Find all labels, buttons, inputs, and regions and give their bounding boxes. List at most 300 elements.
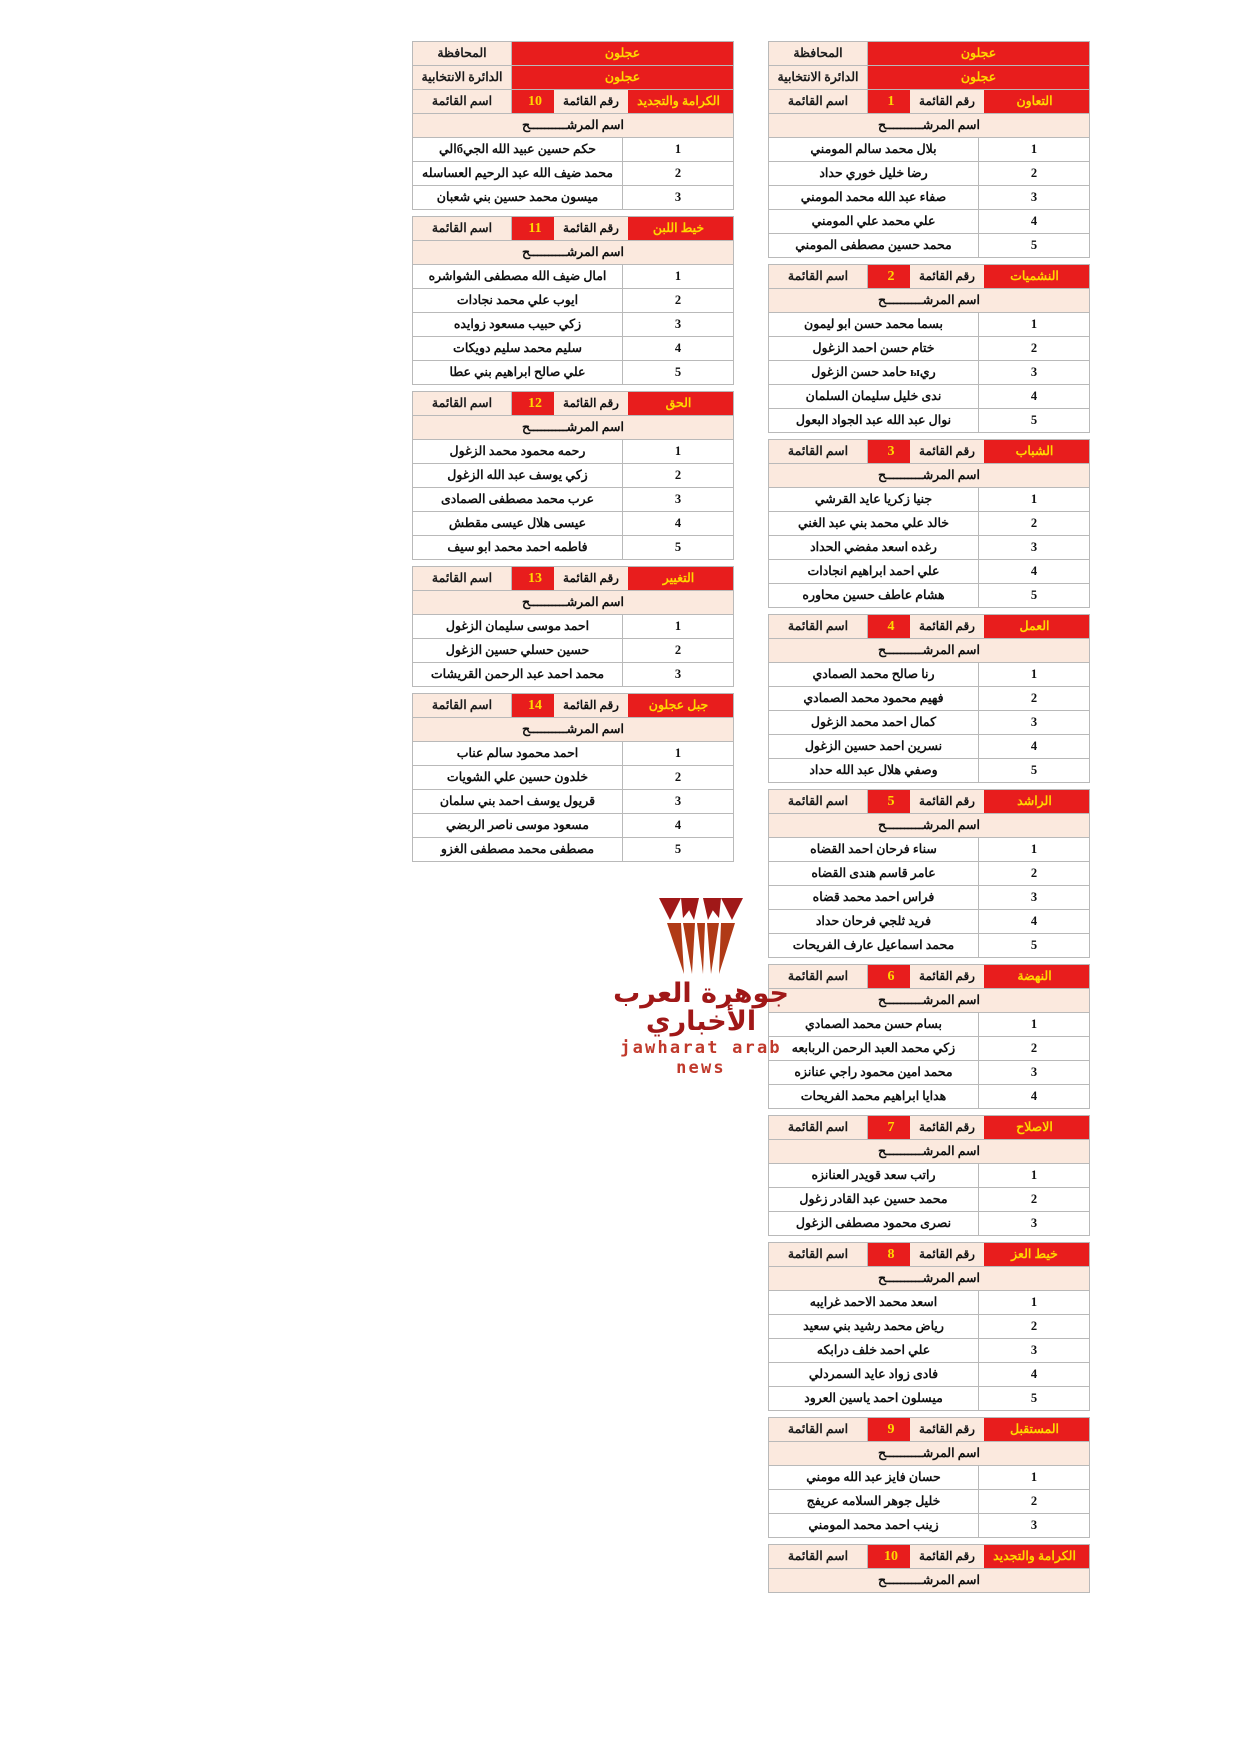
candidate-name: اسعد محمد الاحمد غرايبه (769, 1291, 979, 1315)
candidate-index: 4 (979, 210, 1090, 234)
candidate-name: علي محمد علي المومني (769, 210, 979, 234)
candidate-name: نوال عبد الله عبد الجواد البعول (769, 409, 979, 433)
table-row (769, 409, 1090, 433)
list-table (768, 41, 1090, 258)
list-name-row (769, 265, 1090, 289)
site-logo (596, 880, 806, 1078)
candidate-name: علي صالح ابراهيم بني عطا (413, 361, 623, 385)
candidate-index: 3 (979, 186, 1090, 210)
candidate-index: 3 (623, 790, 734, 814)
candidate-name: مصطفى محمد مصطفى الغزو (413, 838, 623, 862)
candidate-name: محمد اسماعيل عارف الفريحات (769, 934, 979, 958)
candidate-index: 2 (979, 1188, 1090, 1212)
table-row (769, 759, 1090, 783)
table-row (413, 814, 734, 838)
table-row (413, 265, 734, 289)
candidate-header-row (413, 114, 734, 138)
candidate-index: 2 (979, 162, 1090, 186)
list-identity-cell (512, 567, 734, 591)
candidate-name: عامر قاسم هندى القضاه (769, 862, 979, 886)
candidate-name: فريد ثلجي فرحان حداد (769, 910, 979, 934)
list-number-value: 12 (516, 392, 554, 415)
candidate-name-header: اسم المرشــــــــــح (413, 718, 734, 742)
list-name-row (769, 965, 1090, 989)
candidate-index: 3 (979, 1212, 1090, 1236)
table-row (769, 186, 1090, 210)
candidate-header-row (413, 241, 734, 265)
candidate-index: 3 (979, 361, 1090, 385)
table-row (769, 313, 1090, 337)
table-row (413, 361, 734, 385)
candidate-index: 5 (979, 934, 1090, 958)
candidate-index: 3 (979, 1514, 1090, 1538)
candidate-name: محمد حسين مصطفى المومني (769, 234, 979, 258)
list-name-label: اسم القائمة (769, 90, 868, 114)
candidate-name-header: اسم المرشــــــــــح (769, 464, 1090, 488)
candidate-name: محمد ضيف الله عبد الرحيم العساسله (413, 162, 623, 186)
district-label: الدائرة الانتخابية (769, 66, 868, 90)
table-row (413, 337, 734, 361)
candidate-header-row (769, 464, 1090, 488)
candidate-name: صفاء عبد الله محمد المومني (769, 186, 979, 210)
list-table (768, 789, 1090, 958)
table-row (413, 536, 734, 560)
candidate-index: 1 (979, 1466, 1090, 1490)
candidate-index: 3 (979, 711, 1090, 735)
candidate-name: رياض محمد رشيد بني سعيد (769, 1315, 979, 1339)
table-row (413, 289, 734, 313)
candidate-header-row (769, 1140, 1090, 1164)
governorate-value: عجلون (512, 42, 734, 66)
list-table (768, 614, 1090, 783)
list-number-value: 7 (872, 1116, 910, 1139)
list-name-value: الكرامة والتجديد (628, 90, 729, 113)
table-row (413, 742, 734, 766)
list-name-value: التعاون (984, 90, 1085, 113)
table-row (413, 313, 734, 337)
candidate-index: 4 (979, 1363, 1090, 1387)
candidate-name: قريول يوسف احمد بني سلمان (413, 790, 623, 814)
list-identity-cell (868, 1243, 1090, 1267)
candidate-index: 1 (979, 1013, 1090, 1037)
table-row (769, 1339, 1090, 1363)
governorate-row (413, 42, 734, 66)
candidate-name-header: اسم المرشــــــــــح (413, 591, 734, 615)
list-number-value: 4 (872, 615, 910, 638)
governorate-label: المحافظة (769, 42, 868, 66)
list-name-value: التغيير (628, 567, 729, 590)
candidate-index: 3 (979, 1339, 1090, 1363)
list-name-row (769, 1116, 1090, 1140)
candidate-name-header: اسم المرشــــــــــح (769, 639, 1090, 663)
candidate-index: 5 (979, 234, 1090, 258)
candidate-index: 2 (623, 289, 734, 313)
table-row (769, 536, 1090, 560)
candidate-index: 2 (979, 862, 1090, 886)
candidate-index: 1 (623, 742, 734, 766)
table-row (413, 512, 734, 536)
list-number-value: 9 (872, 1418, 910, 1441)
candidate-index: 1 (979, 488, 1090, 512)
candidate-index: 5 (979, 1387, 1090, 1411)
list-number-value: 10 (516, 90, 554, 113)
table-row (769, 361, 1090, 385)
candidate-index: 2 (623, 639, 734, 663)
candidate-name: خليل جوهر السلامه عريفج (769, 1490, 979, 1514)
list-number-value: 1 (872, 90, 910, 113)
list-number-label: رقم القائمة (910, 440, 984, 463)
list-table (768, 1242, 1090, 1411)
list-table (412, 391, 734, 560)
list-name-value: خيط اللبن (628, 217, 729, 240)
candidate-name: محمد امين محمود راجي عنانزه (769, 1061, 979, 1085)
list-name-label: اسم القائمة (769, 965, 868, 989)
list-identity-cell (868, 90, 1090, 114)
list-number-value: 10 (872, 1545, 910, 1568)
candidate-name: جنيا زكريا عايد القرشي (769, 488, 979, 512)
list-name-row (769, 90, 1090, 114)
table-row (769, 1490, 1090, 1514)
candidate-name-header: اسم المرشــــــــــح (769, 1267, 1090, 1291)
list-identity-cell (512, 90, 734, 114)
candidate-index: 4 (979, 560, 1090, 584)
table-row (769, 210, 1090, 234)
candidate-index: 5 (623, 361, 734, 385)
candidate-name: ختام حسن احمد الزغول (769, 337, 979, 361)
candidate-index: 1 (623, 615, 734, 639)
candidate-index: 4 (623, 512, 734, 536)
candidate-name: رغده اسعد مفضي الحداد (769, 536, 979, 560)
table-row (769, 1061, 1090, 1085)
candidate-name-header: اسم المرشــــــــــح (413, 114, 734, 138)
list-number-label: رقم القائمة (910, 90, 984, 113)
candidate-name: هدايا ابراهيم محمد الفريحات (769, 1085, 979, 1109)
list-number-value: 14 (516, 694, 554, 717)
candidate-name: ميسلون احمد ياسين العرود (769, 1387, 979, 1411)
list-number-label: رقم القائمة (910, 1418, 984, 1441)
table-row (769, 234, 1090, 258)
candidate-index: 1 (979, 1164, 1090, 1188)
district-row (413, 66, 734, 90)
table-row (413, 138, 734, 162)
list-number-value: 8 (872, 1243, 910, 1266)
list-identity-cell (868, 615, 1090, 639)
candidate-name: احمد موسى سليمان الزغول (413, 615, 623, 639)
list-number-label: رقم القائمة (554, 90, 628, 113)
table-row (769, 1466, 1090, 1490)
list-name-value: الشباب (984, 440, 1085, 463)
table-row (413, 663, 734, 687)
candidate-index: 2 (623, 162, 734, 186)
table-row (769, 385, 1090, 409)
candidate-header-row (769, 114, 1090, 138)
candidate-index: 2 (979, 1315, 1090, 1339)
governorate-label: المحافظة (413, 42, 512, 66)
list-name-row (769, 615, 1090, 639)
candidate-name: عرب محمد مصطفى الصمادى (413, 488, 623, 512)
candidate-index: 1 (979, 138, 1090, 162)
candidate-header-row (413, 591, 734, 615)
candidate-index: 4 (623, 814, 734, 838)
candidate-index: 2 (979, 512, 1090, 536)
candidate-index: 4 (979, 910, 1090, 934)
list-table (412, 41, 734, 210)
candidate-index: 4 (979, 1085, 1090, 1109)
list-number-label: رقم القائمة (910, 965, 984, 988)
candidate-index: 3 (979, 1061, 1090, 1085)
table-row (769, 886, 1090, 910)
candidate-index: 5 (623, 838, 734, 862)
candidate-name: رحمه محمود محمد الزغول (413, 440, 623, 464)
table-row (769, 1164, 1090, 1188)
candidate-name: فهيم محمود محمد الصمادي (769, 687, 979, 711)
candidate-name: بسما محمد حسن ابو ليمون (769, 313, 979, 337)
table-row (769, 1013, 1090, 1037)
candidate-index: 1 (979, 1291, 1090, 1315)
candidate-name: فاطمه احمد محمد ابو سيف (413, 536, 623, 560)
candidate-name: وصفي هلال عبد الله حداد (769, 759, 979, 783)
candidate-index: 5 (623, 536, 734, 560)
list-table (768, 264, 1090, 433)
list-name-value: جبل عجلون (628, 694, 729, 717)
list-name-row (413, 694, 734, 718)
list-number-label: رقم القائمة (554, 567, 628, 590)
list-name-value: الراشد (984, 790, 1085, 813)
candidate-index: 1 (979, 838, 1090, 862)
table-row (769, 1188, 1090, 1212)
list-name-value: الاصلاح (984, 1116, 1085, 1139)
list-name-label: اسم القائمة (769, 790, 868, 814)
candidate-name: زينب احمد محمد المومني (769, 1514, 979, 1538)
table-row (769, 1291, 1090, 1315)
list-name-value: المستقبل (984, 1418, 1085, 1441)
list-name-label: اسم القائمة (769, 1243, 868, 1267)
table-row (413, 464, 734, 488)
table-row (413, 790, 734, 814)
list-name-label: اسم القائمة (413, 567, 512, 591)
list-name-value: الحق (628, 392, 729, 415)
list-number-value: 5 (872, 790, 910, 813)
list-identity-cell (868, 440, 1090, 464)
candidate-name: بسام حسن محمد الصمادي (769, 1013, 979, 1037)
table-row (769, 735, 1090, 759)
candidate-index: 2 (623, 766, 734, 790)
candidate-name: ايوب علي محمد نجادات (413, 289, 623, 313)
table-row (769, 162, 1090, 186)
candidate-index: 3 (623, 488, 734, 512)
list-name-value: الكرامة والتجديد (984, 1545, 1085, 1568)
table-row (769, 838, 1090, 862)
governorate-row (769, 42, 1090, 66)
list-table (768, 1115, 1090, 1236)
table-row (769, 1037, 1090, 1061)
candidate-name: خالد علي محمد بني عبد الغني (769, 512, 979, 536)
list-name-value: خيط العز (984, 1243, 1085, 1266)
candidate-index: 2 (623, 464, 734, 488)
table-row (769, 584, 1090, 608)
candidate-index: 1 (623, 440, 734, 464)
candidate-name-header: اسم المرشــــــــــح (769, 989, 1090, 1013)
table-row (413, 162, 734, 186)
candidate-header-row (413, 718, 734, 742)
list-number-label: رقم القائمة (910, 615, 984, 638)
candidate-name-header: اسم المرشــــــــــح (769, 1140, 1090, 1164)
list-name-row (769, 1418, 1090, 1442)
candidate-name: حكم حسين عبيد الله الجيбالي (413, 138, 623, 162)
district-value: عجلون (868, 66, 1090, 90)
candidate-index: 5 (979, 409, 1090, 433)
table-row (769, 862, 1090, 886)
candidate-name: زكي محمد العبد الرحمن الربابعه (769, 1037, 979, 1061)
list-identity-cell (512, 694, 734, 718)
candidate-header-row (413, 416, 734, 440)
candidate-header-row (769, 289, 1090, 313)
candidate-name: سليم محمد سليم دويكات (413, 337, 623, 361)
candidate-name: فراس احمد محمد قضاه (769, 886, 979, 910)
logo-arabic-text: جوهرة العرب الأخباري (613, 978, 789, 1038)
candidate-index: 4 (979, 735, 1090, 759)
list-table (768, 1417, 1090, 1538)
table-row (413, 639, 734, 663)
candidate-name: مسعود موسى ناصر الربضي (413, 814, 623, 838)
list-number-value: 6 (872, 965, 910, 988)
candidate-name: ميسون محمد حسين بني شعبان (413, 186, 623, 210)
candidate-header-row (769, 639, 1090, 663)
candidate-name: ندى خليل سليمان السلمان (769, 385, 979, 409)
right-table-column (768, 41, 1090, 1593)
candidate-name: زكي حبيب مسعود زوايده (413, 313, 623, 337)
candidate-index: 2 (979, 687, 1090, 711)
candidate-index: 2 (979, 337, 1090, 361)
list-identity-cell (868, 790, 1090, 814)
list-number-value: 3 (872, 440, 910, 463)
list-name-label: اسم القائمة (413, 90, 512, 114)
list-name-label: اسم القائمة (769, 615, 868, 639)
district-label: الدائرة الانتخابية (413, 66, 512, 90)
candidate-index: 5 (979, 584, 1090, 608)
candidate-name-header: اسم المرشــــــــــح (769, 814, 1090, 838)
candidate-index: 1 (979, 663, 1090, 687)
list-identity-cell (512, 392, 734, 416)
candidate-name: نصرى محمود مصطفى الزغول (769, 1212, 979, 1236)
list-number-value: 2 (872, 265, 910, 288)
candidate-header-row (769, 1267, 1090, 1291)
candidate-index: 5 (979, 759, 1090, 783)
table-row (769, 687, 1090, 711)
candidate-name: ريы حامد حسن الزغول (769, 361, 979, 385)
list-identity-cell (868, 1116, 1090, 1140)
list-identity-cell (868, 265, 1090, 289)
list-name-row (413, 392, 734, 416)
table-row (769, 1315, 1090, 1339)
candidate-index: 3 (623, 313, 734, 337)
candidate-index: 4 (979, 385, 1090, 409)
candidate-name-header: اسم المرشــــــــــح (413, 416, 734, 440)
table-row (769, 560, 1090, 584)
list-table (768, 1544, 1090, 1593)
list-identity-cell (512, 217, 734, 241)
list-number-label: رقم القائمة (554, 217, 628, 240)
list-number-label: رقم القائمة (554, 392, 628, 415)
candidate-index: 4 (623, 337, 734, 361)
candidate-name: بلال محمد سالم المومني (769, 138, 979, 162)
governorate-value: عجلون (868, 42, 1090, 66)
list-name-value: العمل (984, 615, 1085, 638)
candidate-name: احمد محمود سالم عناب (413, 742, 623, 766)
list-name-label: اسم القائمة (413, 217, 512, 241)
candidate-index: 1 (623, 138, 734, 162)
table-row (769, 1363, 1090, 1387)
list-table (412, 693, 734, 862)
list-name-row (769, 790, 1090, 814)
candidate-index: 3 (979, 886, 1090, 910)
list-table (412, 566, 734, 687)
candidate-index: 2 (979, 1490, 1090, 1514)
table-row (413, 440, 734, 464)
left-table-column (412, 41, 734, 862)
table-row (413, 488, 734, 512)
list-name-label: اسم القائمة (769, 265, 868, 289)
list-number-label: رقم القائمة (910, 1243, 984, 1266)
candidate-name: زكي يوسف عبد الله الزغول (413, 464, 623, 488)
candidate-name: كمال احمد محمد الزغول (769, 711, 979, 735)
candidate-name: علي احمد ابراهيم انجادات (769, 560, 979, 584)
table-row (769, 910, 1090, 934)
table-row (769, 1514, 1090, 1538)
list-name-label: اسم القائمة (769, 1116, 868, 1140)
candidate-name: نسرين احمد حسين الزغول (769, 735, 979, 759)
list-name-label: اسم القائمة (769, 1545, 868, 1569)
candidate-name-header: اسم المرشــــــــــح (413, 241, 734, 265)
table-row (769, 1387, 1090, 1411)
candidate-name: حسين حسلي حسين الزغول (413, 639, 623, 663)
candidate-header-row (769, 989, 1090, 1013)
list-name-label: اسم القائمة (769, 440, 868, 464)
list-number-value: 13 (516, 567, 554, 590)
candidate-name: امال ضيف الله مصطفى الشواشره (413, 265, 623, 289)
list-name-value: النشميات (984, 265, 1085, 288)
list-number-label: رقم القائمة (910, 1116, 984, 1139)
table-row (769, 488, 1090, 512)
table-row (769, 138, 1090, 162)
table-row (413, 615, 734, 639)
district-value: عجلون (512, 66, 734, 90)
table-row (769, 1085, 1090, 1109)
list-number-value: 11 (516, 217, 554, 240)
district-row (769, 66, 1090, 90)
candidate-name: عيسى هلال عيسى مقطش (413, 512, 623, 536)
list-name-row (413, 90, 734, 114)
table-row (769, 711, 1090, 735)
diamond-gem-icon (637, 880, 765, 976)
candidate-name-header: اسم المرشــــــــــح (769, 1442, 1090, 1466)
list-name-label: اسم القائمة (413, 392, 512, 416)
list-identity-cell (868, 1418, 1090, 1442)
table-row (769, 1212, 1090, 1236)
candidate-header-row (769, 1442, 1090, 1466)
candidate-name: خلدون حسين علي الشويات (413, 766, 623, 790)
list-table (768, 964, 1090, 1109)
table-row (413, 766, 734, 790)
list-number-label: رقم القائمة (910, 265, 984, 288)
table-row (769, 934, 1090, 958)
list-identity-cell (868, 1545, 1090, 1569)
candidate-index: 2 (979, 1037, 1090, 1061)
table-row (769, 512, 1090, 536)
list-name-label: اسم القائمة (769, 1418, 868, 1442)
candidate-index: 3 (623, 186, 734, 210)
candidate-name: راتب سعد قويدر العنانزه (769, 1164, 979, 1188)
